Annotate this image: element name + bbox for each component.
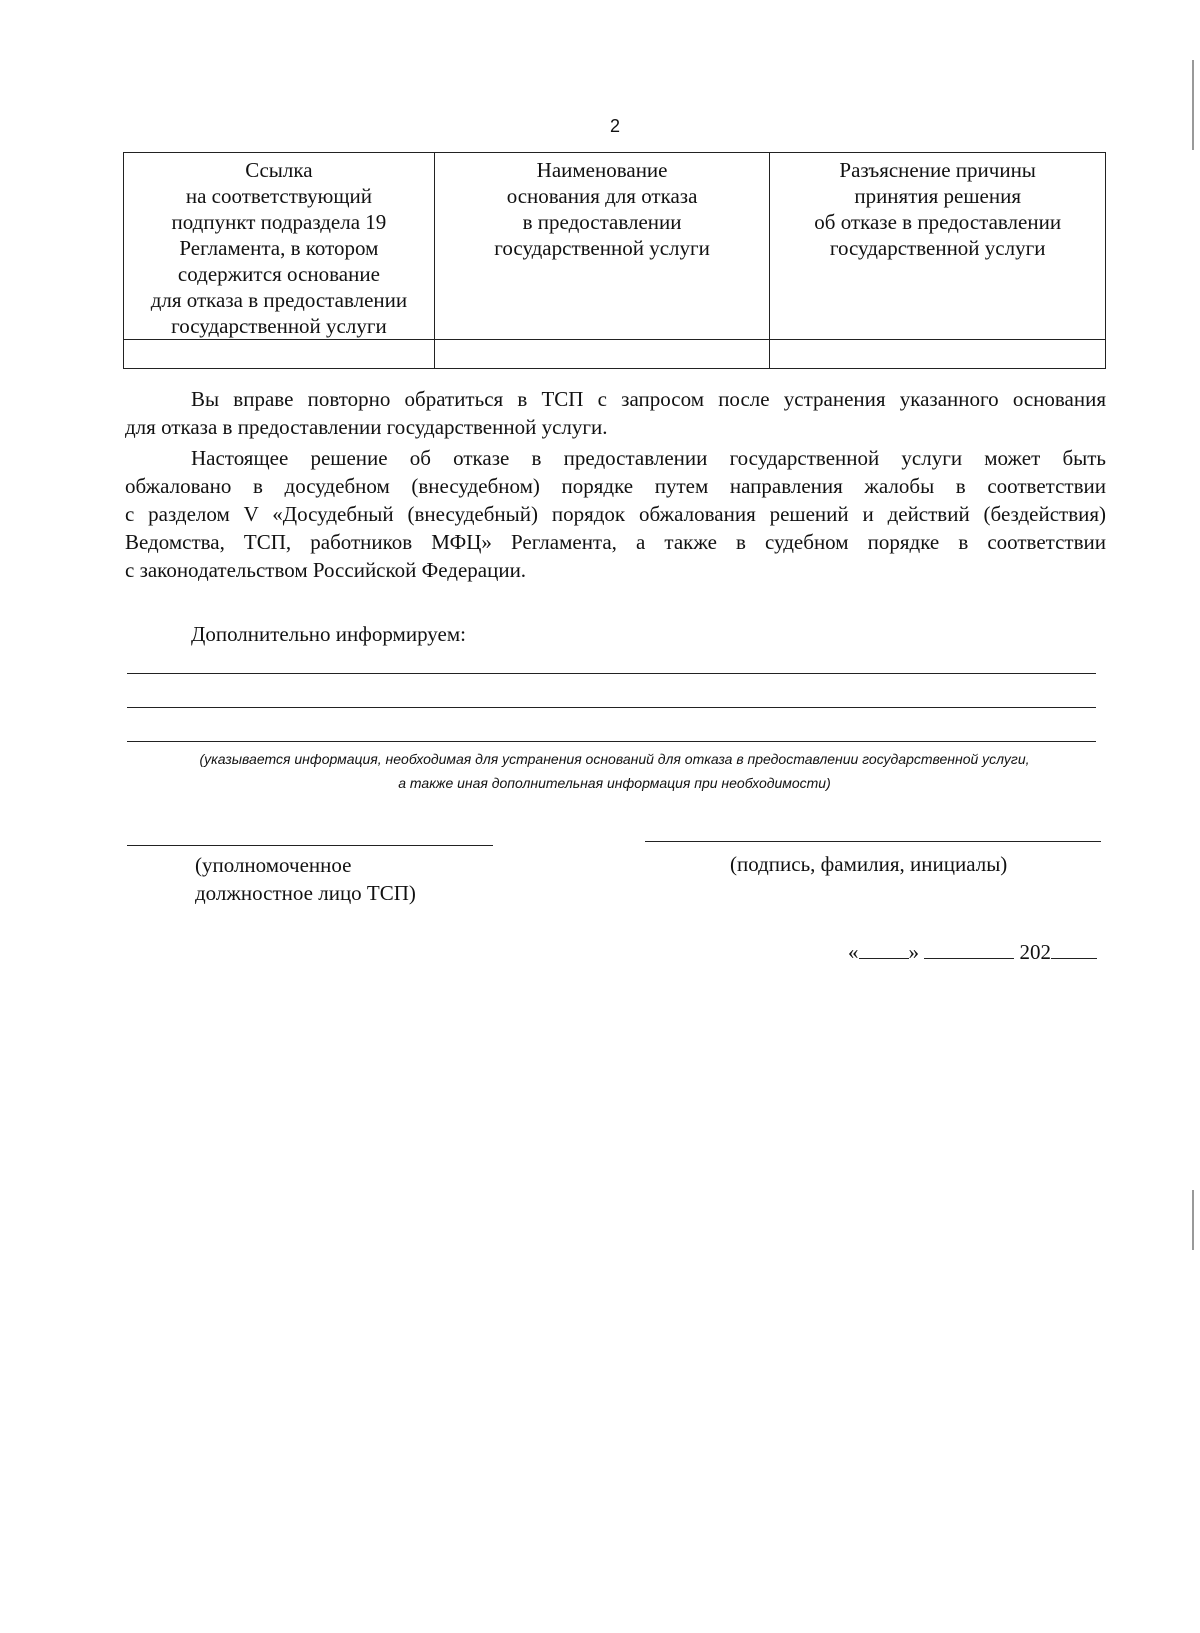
header-text-line: принятия решения — [854, 184, 1021, 208]
scan-edge-mark — [1192, 60, 1194, 150]
header-text-line: на соответствующий — [185, 184, 372, 208]
header-text-line: содержится основание — [177, 262, 380, 286]
additional-info-text: Дополнительно информируем: — [191, 622, 466, 646]
header-text-line: Разъяснение причины — [839, 158, 1036, 182]
header-refusal-basis — [434, 153, 770, 340]
table-cell — [434, 340, 770, 369]
scan-edge-mark — [1192, 1190, 1194, 1250]
fill-in-note — [127, 747, 1102, 795]
month-blank — [924, 940, 1014, 959]
header-text-line: Ссылка — [245, 158, 313, 182]
official-caption — [195, 851, 416, 907]
paragraph-line: для отказа в предоставлении государственной услуги. — [125, 415, 608, 439]
header-text-line: государственной услуги — [171, 314, 387, 338]
paragraph-line: Ведомства, ТСП, работников МФЦ» Регламента, а также в судебном порядке в соответствии — [125, 530, 1106, 554]
table-cell — [124, 340, 435, 369]
refusal-reasons-table — [123, 152, 1106, 369]
date-field — [848, 940, 1097, 965]
paragraph-line: Вы вправе повторно обратиться в ТСП с запросом после устранения указанного основания — [191, 387, 1106, 411]
fill-in-line — [127, 707, 1096, 708]
paragraph-appeal — [125, 444, 1106, 584]
header-text-line: государственной услуги — [494, 236, 710, 260]
fill-in-note-line: а также иная дополнительная информация при необходимости) — [398, 775, 831, 791]
table-row — [124, 340, 1106, 369]
header-text-line: об отказе в предоставлении — [814, 210, 1062, 234]
paragraph-line: Настоящее решение об отказе в предоставлении государственной услуги может быть — [191, 446, 1106, 470]
date-open-quote: « — [848, 940, 859, 964]
additional-info-label — [125, 620, 1106, 648]
fill-in-note-line: (указывается информация, необходимая для устранения оснований для отказа в предоставлении государственной услуги, — [199, 751, 1030, 767]
header-text-line: в предоставлении — [522, 210, 682, 234]
official-signature-line — [127, 845, 493, 846]
table-header-row — [124, 153, 1106, 340]
header-text-line: подпункт подраздела 19 — [171, 210, 387, 234]
paragraph-line: с законодательством Российской Федерации. — [125, 558, 527, 582]
header-regulation-reference — [124, 153, 435, 340]
paragraph-line: обжаловано в досудебном (внесудебном) порядке путем направления жалобы в соответствии — [125, 474, 1106, 498]
paragraph-reapply — [125, 385, 1106, 441]
header-text-line: для отказа в предоставлении — [150, 288, 408, 312]
page-number: 2 — [609, 116, 620, 136]
header-text-line: Регламента, в котором — [179, 236, 379, 260]
year-blank — [1051, 940, 1097, 959]
paragraph-line: с разделом V «Досудебный (внесудебный) порядок обжалования решений и действий (бездействия) — [125, 502, 1106, 526]
signature-caption: (подпись, фамилия, инициалы) — [730, 852, 1008, 876]
header-text-line: основания для отказа — [506, 184, 698, 208]
fill-in-line — [127, 673, 1096, 674]
year-prefix: 202 — [1019, 940, 1051, 964]
day-blank — [859, 940, 909, 959]
header-text-line: Наименование — [536, 158, 668, 182]
table-cell — [770, 340, 1106, 369]
signature-line — [645, 841, 1101, 842]
date-close-quote: » — [908, 940, 919, 964]
official-caption-line: должностное лицо ТСП) — [195, 881, 416, 905]
official-caption-line: (уполномоченное — [195, 853, 352, 877]
header-text-line: государственной услуги — [829, 236, 1046, 260]
fill-in-line — [127, 741, 1096, 742]
header-refusal-explanation — [770, 153, 1106, 340]
